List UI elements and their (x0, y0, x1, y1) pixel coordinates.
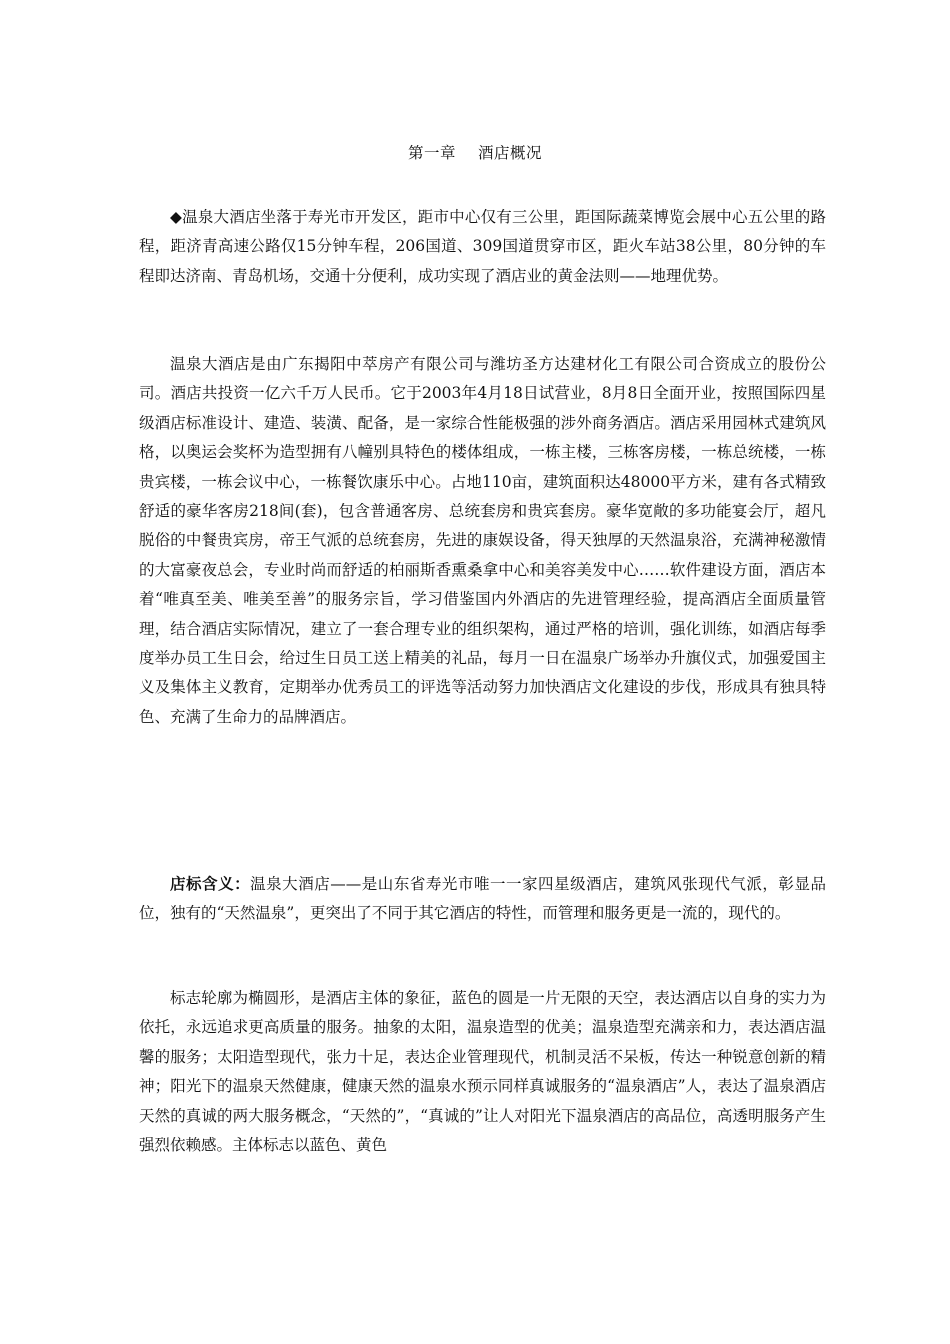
paragraph-location: ◆温泉大酒店坐落于寿光市开发区，距市中心仅有三公里，距国际蔬菜博览会展中心五公里的路程，距济青高速公路仅15分钟车程，206国道、309国道贯穿市区，距火车站38公里，80分钟的车程即达济南、青岛机场，交通十分便利，成功实现了酒店业的黄金法则——地理优势。 (139, 208, 826, 285)
paragraph-logo-meaning (139, 869, 826, 929)
chapter-heading (0, 141, 950, 163)
paragraph-overview: 温泉大酒店是由广东揭阳中萃房产有限公司与潍坊圣方达建材化工有限公司合资成立的股份公司。酒店共投资一亿六千万人民币。它于2003年4月18日试营业，8月8日全面开业，按照国际四星级酒店标准设计、建造、装潢、配备，是一家综合性能极强的涉外商务酒店。酒店采用园林式建筑风格，以奥运会奖杯为造型拥有八幢别具特色的楼体组成，一栋主楼，三栋客房楼，一栋总统楼，一栋贵宾楼，一栋会议中心，一栋餐饮康乐中心。占地110亩，建筑面积达48000平方米，建有各式精致舒适的豪华客房218间(套)，包含普通客房、总统套房和贵宾套房。豪华宽敞的多功能宴会厅，超凡脱俗的中餐贵宾房，帝王气派的总统套房，先进的康娱设备，得天独厚的天然温泉浴，充满神秘激情的大富豪夜总会，专业时尚而舒适的柏丽斯香熏桑拿中心和美容美发中心……软件建设方面，酒店本着“唯真至美、唯美至善”的服务宗旨，学习借鉴国内外酒店的先进管理经验，提高酒店全面质量管理，结合酒店实际情况，建立了一套合理专业的组织架构，通过严格的培训，强化训练，如酒店每季度举办员工生日会，给过生日员工送上精美的礼品，每月一日在温泉广场举办升旗仪式，加强爱国主义及集体主义教育，定期举办优秀员工的评选等活动努力加快酒店文化建设的步伐，形成具有独具特色、充满了生命力的品牌酒店。 (139, 355, 826, 726)
logo-meaning-label: 店标含义： (170, 874, 251, 893)
paragraph-logo-description: 标志轮廓为椭圆形，是酒店主体的象征，蓝色的圆是一片无限的天空，表达酒店以自身的实力为依托，永远追求更高质量的服务。抽象的太阳，温泉造型的优美；温泉造型充满亲和力，表达酒店温馨的服务；太阳造型现代，张力十足，表达企业管理现代，机制灵活不呆板，传达一种锐意创新的精神；阳光下的温泉天然健康，健康天然的温泉水预示同样真诚服务的“温泉酒店”人，表达了温泉酒店天然的真诚的两大服务概念，“天然的”，“真诚的”让人对阳光下温泉酒店的高品位，高透明服务产生强烈依赖感。主体标志以蓝色、黄色 (139, 989, 826, 1155)
chapter-label: 第一章 (407, 144, 456, 162)
logo-meaning-text: 温泉大酒店——是山东省寿光市唯一一家四星级酒店，建筑风张现代气派，彰显品位，独有的“天然温泉”，更突出了不同于其它酒店的特性，而管理和服务更是一流的，现代的。 (139, 875, 826, 923)
chapter-title: 酒店概况 (478, 144, 543, 162)
